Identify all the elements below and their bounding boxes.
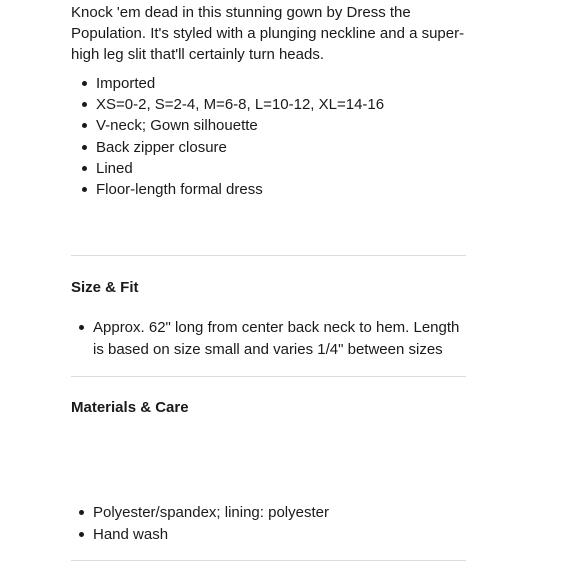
size-fit-heading: Size & Fit (71, 279, 139, 297)
materials-care-item: Hand wash (93, 524, 466, 546)
materials-care-item: Polyester/spandex; lining: polyester (93, 502, 466, 524)
section-divider (71, 255, 466, 256)
materials-care-section (71, 398, 466, 545)
feature-item: V-neck; Gown silhouette (96, 115, 466, 136)
feature-list (71, 73, 466, 200)
feature-item: XS=0-2, S=2-4, M=6-8, L=10-12, XL=14-16 (96, 94, 466, 115)
feature-item: Imported (96, 73, 466, 94)
section-divider (71, 560, 466, 561)
section-divider (71, 376, 466, 377)
feature-item: Back zipper closure (96, 137, 466, 158)
size-fit-list (71, 317, 466, 360)
feature-item: Floor-length formal dress (96, 179, 466, 200)
product-description: Knock 'em dead in this stunning gown by Dress the Population. It's styled with a plunging neckline and a super-high leg slit that'll certainly turn heads. (71, 4, 465, 63)
size-fit-section (71, 278, 466, 360)
materials-care-list (71, 502, 466, 545)
materials-care-heading: Materials & Care (71, 399, 189, 417)
product-details-content (71, 0, 466, 561)
size-fit-item: Approx. 62" long from center back neck to hem. Length is based on size small and varies 1/4" between sizes (93, 317, 466, 360)
feature-item: Lined (96, 158, 466, 179)
